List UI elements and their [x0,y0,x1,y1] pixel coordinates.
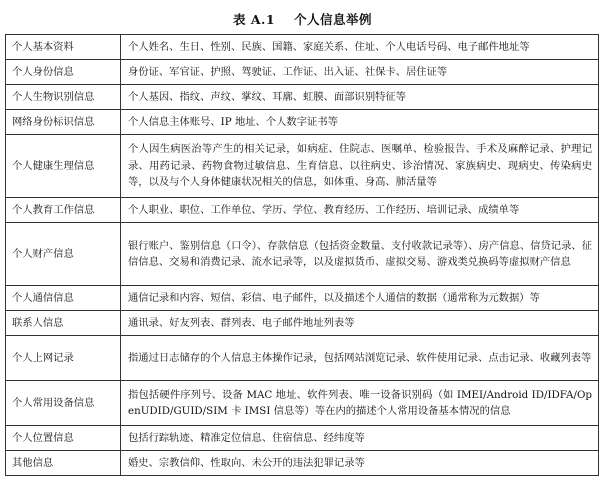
table-row [6,85,599,110]
examples-cell: 婚史、宗教信仰、性取向、未公开的违法犯罪记录等 [121,451,599,476]
personal-info-table [5,34,599,476]
table-row [6,311,599,336]
table-caption-label: 表 A.1 [233,12,276,27]
table-row [6,381,599,426]
examples-cell: 指包括硬件序列号、设备 MAC 地址、软件列表、唯一设备识别码（如 IMEI/Android ID/IDFA/OpenUDID/GUID/SIM 卡 IMSI 信息等）等在内的描述个人常用设备基本情况的信息 [121,381,599,426]
category-cell: 网络身份标识信息 [6,110,121,135]
examples-cell: 包括行踪轨迹、精准定位信息、住宿信息、经纬度等 [121,426,599,451]
table-row [6,110,599,135]
category-cell: 个人常用设备信息 [6,381,121,426]
category-cell: 个人基本资料 [6,35,121,60]
examples-cell: 银行账户、鉴别信息（口令）、存款信息（包括资金数量、支付收款记录等）、房产信息、信贷记录、征信信息、交易和消费记录、流水记录等，以及虚拟货币、虚拟交易、游戏类兑换码等虚拟财产信息 [121,223,599,286]
table-row [6,198,599,223]
category-cell: 其他信息 [6,451,121,476]
examples-cell: 个人信息主体账号、IP 地址、个人数字证书等 [121,110,599,135]
category-cell: 联系人信息 [6,311,121,336]
category-cell: 个人生物识别信息 [6,85,121,110]
table-caption [0,10,605,30]
examples-cell: 身份证、军官证、护照、驾驶证、工作证、出入证、社保卡、居住证等 [121,60,599,85]
examples-cell: 个人因生病医治等产生的相关记录，如病症、住院志、医嘱单、检验报告、手术及麻醉记录、护理记录、用药记录、药物食物过敏信息、生育信息、以往病史、诊治情况、家族病史、现病史、传染病史等，以及与个人身体健康状况相关的信息，如体重、身高、肺活量等 [121,135,599,198]
examples-cell: 个人基因、指纹、声纹、掌纹、耳廓、虹膜、面部识别特征等 [121,85,599,110]
category-cell: 个人身份信息 [6,60,121,85]
examples-cell: 通讯录、好友列表、群列表、电子邮件地址列表等 [121,311,599,336]
examples-cell: 个人姓名、生日、性别、民族、国籍、家庭关系、住址、个人电话号码、电子邮件地址等 [121,35,599,60]
table-row [6,336,599,381]
table-caption-title: 个人信息举例 [293,12,372,27]
table-row [6,60,599,85]
category-cell: 个人位置信息 [6,426,121,451]
category-cell: 个人上网记录 [6,336,121,381]
category-cell: 个人财产信息 [6,223,121,286]
examples-cell: 指通过日志储存的个人信息主体操作记录，包括网站浏览记录、软件使用记录、点击记录、收藏列表等 [121,336,599,381]
table-row [6,426,599,451]
examples-cell: 通信记录和内容、短信、彩信、电子邮件，以及描述个人通信的数据（通常称为元数据）等 [121,286,599,311]
table-row [6,35,599,60]
examples-cell: 个人职业、职位、工作单位、学历、学位、教育经历、工作经历、培训记录、成绩单等 [121,198,599,223]
table-row [6,135,599,198]
category-cell: 个人通信信息 [6,286,121,311]
category-cell: 个人健康生理信息 [6,135,121,198]
table-row [6,451,599,476]
table-row [6,223,599,286]
category-cell: 个人教育工作信息 [6,198,121,223]
table-row [6,286,599,311]
